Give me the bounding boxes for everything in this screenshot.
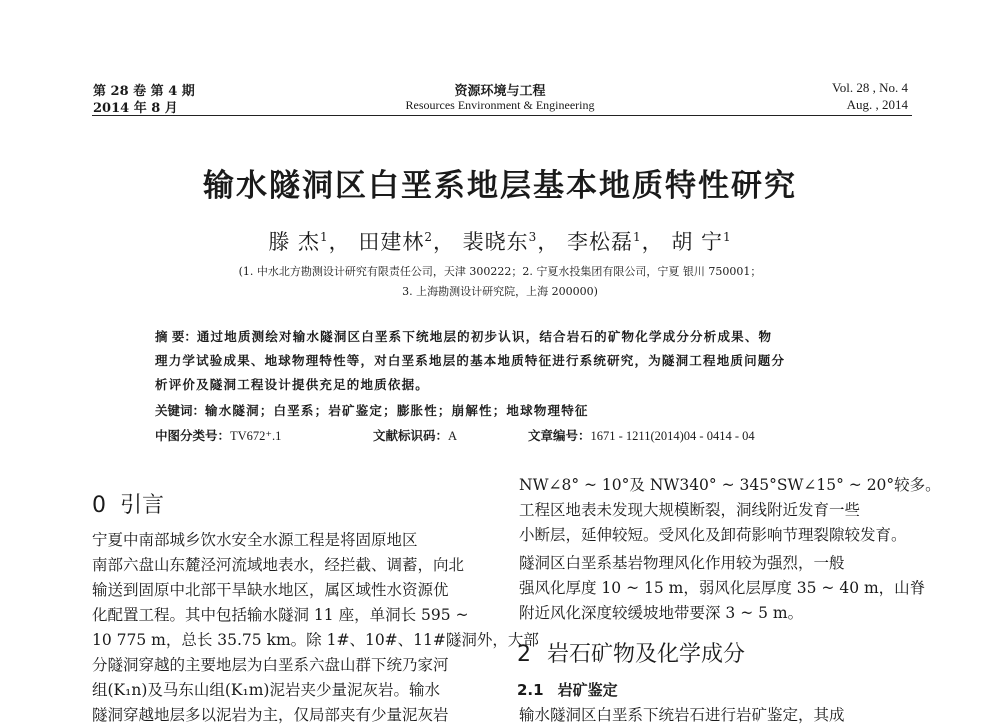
affiliation-line: 3. 上海勘测设计研究院，上海 200000) xyxy=(402,285,598,298)
publish-date-en: Aug. , 2014 xyxy=(846,97,908,112)
section-title: 引言 xyxy=(120,493,165,518)
volume-issue: 第 28 卷 第 4 期 xyxy=(93,84,195,99)
document-code-label: 文献标识码： xyxy=(373,428,449,443)
journal-title-en: Resources Environment & Engineering xyxy=(405,98,595,112)
abstract-text: 理力学试验成果、地球物理特性等，对白垩系地层的基本地质特征进行系统研究，为隧洞工程地质问题分 xyxy=(155,353,786,368)
header-rule xyxy=(92,115,912,116)
keywords-text: 输水隧洞；白垩系；岩矿鉴定；膨胀性；崩解性；地球物理特征 xyxy=(205,403,589,418)
body-line: 输水隧洞区白垩系下统岩石进行岩矿鉴定，其成 xyxy=(519,706,845,724)
section-heading-minerals xyxy=(517,637,745,668)
abstract-text: 析评价及隧洞工程设计提供充足的地质依据。 xyxy=(155,377,430,392)
author-list: 滕 杰$^1$， 田建林$^2$， 裴晓东$^3$， 李松磊$^1$， 胡 宁$^1$ xyxy=(268,230,732,254)
author: 胡 宁$^1$ xyxy=(671,230,732,254)
body-line: 分隧洞穿越的主要地层为白垩系六盘山群下统乃家河 xyxy=(92,656,449,674)
journal-title-cn: 资源环境与工程 xyxy=(454,84,546,99)
keywords-label: 关键词： xyxy=(155,403,206,418)
body-line: 小断层，延伸较短。受风化及卸荷影响节理裂隙较发育。 xyxy=(519,526,907,544)
article-number xyxy=(528,426,755,444)
abstract-text: 通过地质测绘对输水隧洞区白垩系下统地层的初步认识，结合岩石的矿物化学成分分析成果、物 xyxy=(196,329,773,344)
volume-issue-en: Vol. 28 , No. 4 xyxy=(832,80,908,95)
section-title: 岩石矿物及化学成分 xyxy=(547,642,746,667)
body-line: 10 775 m，总长 35.75 km。除 1#、10#、11#隧洞外，大部 xyxy=(92,631,539,649)
body-line: NW∠8° ~ 10°及 NW340° ~ 345°SW∠15° ~ 20°较多。 xyxy=(519,476,941,494)
affiliation-line: (1. 中水北方勘测设计研究有限责任公司，天津 300222；2. 宁夏水投集团有限公司，宁夏 银川 750001； xyxy=(238,265,762,278)
body-line: 隧洞区白垩系基岩物理风化作用较为强烈，一般 xyxy=(519,554,845,572)
body-line: 附近风化深度较缓坡地带要深 3 ~ 5 m。 xyxy=(519,604,804,622)
keywords xyxy=(155,401,589,419)
subsection-heading xyxy=(517,679,618,700)
article-number-label: 文章编号： xyxy=(528,428,591,443)
author: 滕 杰$^1$ xyxy=(268,230,329,254)
section-number: 0 xyxy=(92,493,106,518)
body-line: 化配置工程。其中包括输水隧洞 11 座，单洞长 595 ~ xyxy=(92,606,469,624)
author: 裴晓东$^3$ xyxy=(462,230,538,254)
publish-date: 2014 年 8 月 xyxy=(93,101,178,116)
body-line: 输送到固原中北部干旱缺水地区，属区域性水资源优 xyxy=(92,581,449,599)
classification-number xyxy=(155,426,281,444)
author: 田建林$^2$ xyxy=(358,230,433,254)
abstract xyxy=(155,327,772,345)
subsection-number: 2.1 xyxy=(517,681,544,699)
body-line: 南部六盘山东麓泾河流域地表水，经拦截、调蓄，向北 xyxy=(92,556,465,574)
classification-value: TV672⁺.1 xyxy=(230,429,282,443)
body-line: 宁夏中南部城乡饮水安全水源工程是将固原地区 xyxy=(92,531,418,549)
paper-title: 输水隧洞区白垩系地层基本地质特性研究 xyxy=(203,168,797,204)
subsection-title: 岩矿鉴定 xyxy=(557,681,618,699)
body-line: 隧洞穿越地层多以泥岩为主，仅局部夹有少量泥灰岩 xyxy=(92,706,449,724)
body-line: 强风化厚度 10 ~ 15 m，弱风化层厚度 35 ~ 40 m，山脊 xyxy=(519,579,926,597)
classification-label: 中图分类号： xyxy=(155,428,231,443)
section-number: 2 xyxy=(517,642,531,667)
article-number-value: 1671 - 1211(2014)04 - 0414 - 04 xyxy=(590,429,755,443)
body-line: 工程区地表未发现大规模断裂，洞线附近发育一些 xyxy=(519,501,861,519)
document-code xyxy=(373,426,457,444)
document-code-value: A xyxy=(448,429,458,443)
abstract-label: 摘 要： xyxy=(155,329,197,344)
section-heading-intro xyxy=(92,488,164,519)
body-line: 组(K₁n)及马东山组(K₁m)泥岩夹少量泥灰岩。输水 xyxy=(92,681,440,699)
author: 李松磊$^1$ xyxy=(567,230,642,254)
